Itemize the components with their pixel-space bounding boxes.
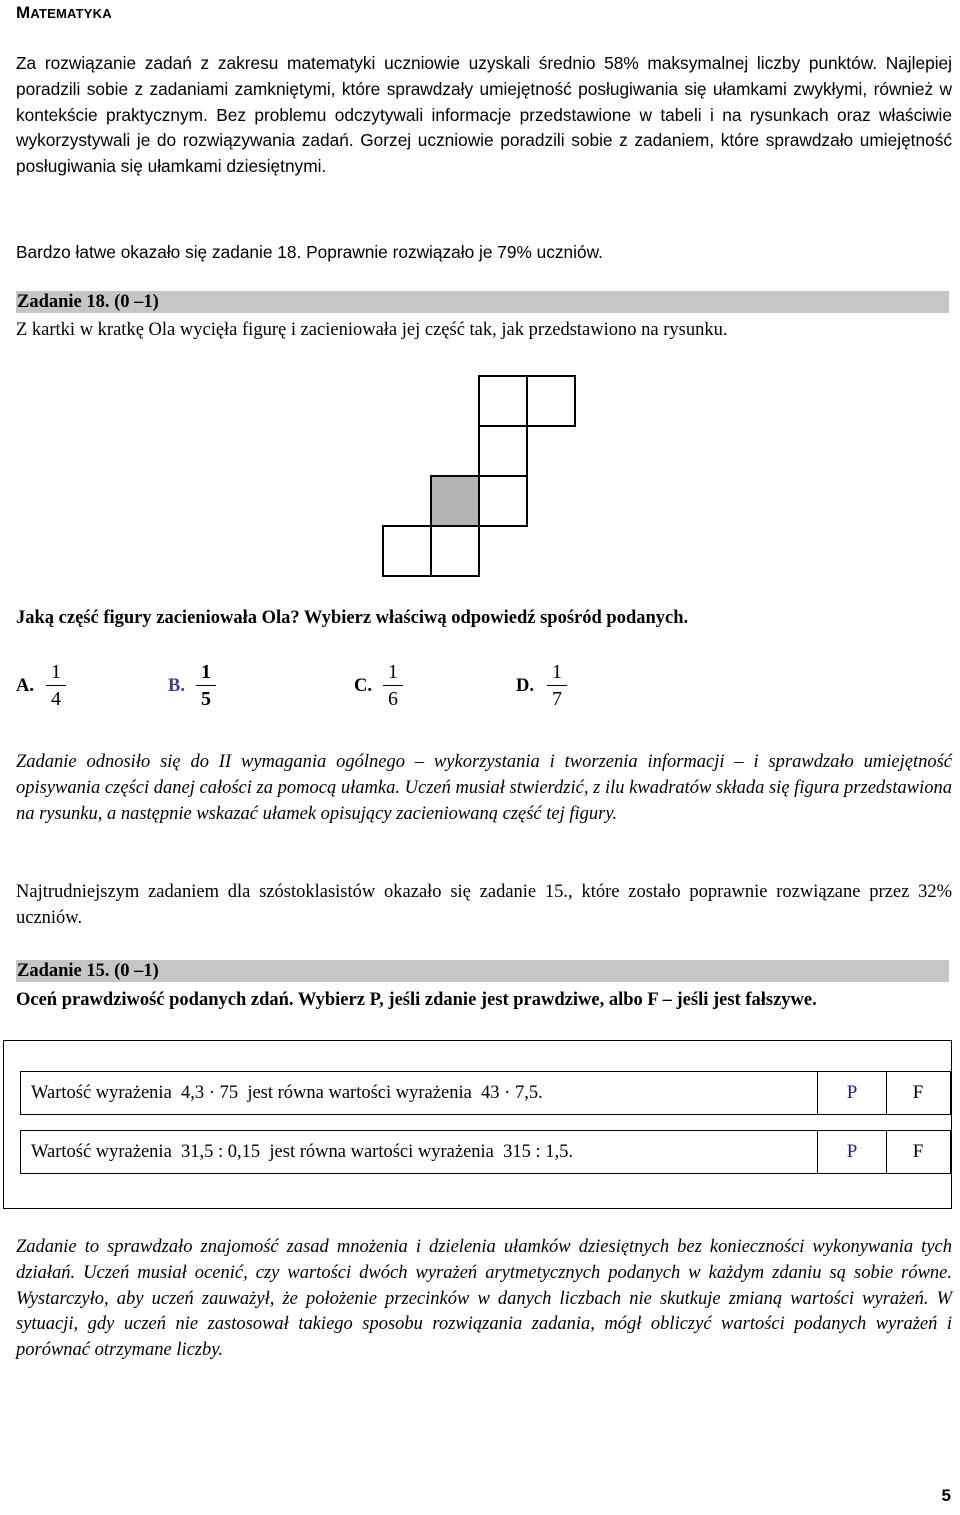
tf-row bbox=[20, 1071, 951, 1115]
task18-question: Jaką część figury zacieniowała Ola? Wybierz właściwą odpowiedź spośród podanych. bbox=[16, 608, 689, 628]
hard-task-note: Najtrudniejszym zadaniem dla szóstoklasistów okazało się zadanie 15., które zostało poprawnie rozwiązane przez 32% uczniów. bbox=[16, 882, 952, 928]
option-d[interactable] bbox=[516, 676, 534, 697]
grid-square bbox=[383, 526, 431, 576]
tf-option-f[interactable]: F bbox=[912, 1141, 924, 1162]
tf-statement: Wartość wyrażenia 4,3 · 75 jest równa wartości wyrażenia 43 · 7,5. bbox=[31, 1083, 543, 1103]
grid-square bbox=[479, 376, 527, 426]
grid-figure bbox=[382, 375, 578, 600]
tf-statement: Wartość wyrażenia 31,5 : 0,15 jest równa wartości wyrażenia 315 : 1,5. bbox=[31, 1142, 574, 1162]
option-c-fraction bbox=[383, 659, 403, 712]
grid-square bbox=[527, 376, 575, 426]
option-b-numerator: 1 bbox=[201, 661, 211, 683]
option-a-fraction bbox=[46, 659, 66, 712]
option-d-fraction bbox=[547, 659, 567, 712]
easy-task-note: Bardzo łatwe okazało się zadanie 18. Poprawnie rozwiązało je 79% uczniów. bbox=[16, 242, 603, 262]
option-b[interactable] bbox=[168, 676, 185, 697]
option-a-letter: A. bbox=[16, 676, 34, 696]
option-c-denominator: 6 bbox=[388, 688, 398, 710]
task15-instruction: Oceń prawdziwość podanych zdań. Wybierz P, jeśli zdanie jest prawdziwe, albo F – jeśli jest fałszywe. bbox=[16, 990, 817, 1010]
option-b-letter: B. bbox=[168, 676, 185, 696]
true-false-frame bbox=[3, 1040, 952, 1209]
option-b-denominator: 5 bbox=[201, 688, 211, 710]
option-d-letter: D. bbox=[516, 676, 534, 696]
option-d-numerator: 1 bbox=[552, 661, 562, 683]
section-title-first: M bbox=[16, 3, 31, 22]
option-d-denominator: 7 bbox=[552, 688, 562, 710]
option-b-fraction bbox=[196, 659, 216, 712]
tf-option-p[interactable]: P bbox=[817, 1131, 887, 1173]
task18-header: Zadanie 18. (0 –1) bbox=[16, 291, 949, 313]
intro-paragraph: Za rozwiązanie zadań z zakresu matematyki uczniowie uzyskali średnio 58% maksymalnej liczby punktów. Najlepiej poradzili sobie z zadaniami zamkniętymi, które sprawdzały umiejętność posługiwania się ułamkami zwykłymi, również w kontekście praktycznym. Bez problemu odczytywali informacje przedstawione w tabeli i na rysunkach oraz właściwie wykorzystywali je do rozwiązywania zadań. Gorzej uczniowie poradzili sobie z zadaniem, które sprawdzało umiejętność posługiwania się ułamkami dziesiętnymi. bbox=[16, 53, 952, 177]
option-c-numerator: 1 bbox=[388, 661, 398, 683]
page-number: 5 bbox=[941, 1486, 951, 1505]
option-c[interactable] bbox=[354, 676, 372, 697]
task15-header: Zadanie 15. (0 –1) bbox=[16, 960, 949, 982]
section-title-rest: ATEMATYKA bbox=[30, 6, 112, 21]
tf-option-f[interactable]: F bbox=[912, 1082, 924, 1103]
task15-commentary: Zadanie to sprawdzało znajomość zasad mnożenia i dzielenia ułamków dziesiętnych bez konieczności wykonywania tych działań. Uczeń musiał ocenić, czy wartości dwóch wyrażeń arytmetycznych podanych w każdym zdaniu są sobie równe. Wystarczyło, aby uczeń zauważył, że położenie przecinków w danych liczbach nie skutkuje zmianą wartości wyrażeń. W sytuacji, gdy uczeń nie zastosował takiego sposobu rozwiązania zadania, mógł obliczyć wartości podanych wyrażeń i porównać otrzymane liczby. bbox=[16, 1237, 952, 1361]
section-title bbox=[16, 3, 112, 23]
grid-square bbox=[479, 426, 527, 476]
task18-statement: Z kartki w kratkę Ola wycięła figurę i zacieniowała jej część tak, jak przedstawiono na rysunku. bbox=[16, 320, 728, 340]
task18-commentary: Zadanie odnosiło się do II wymagania ogólnego – wykorzystania i tworzenia informacji – i sprawdzało umiejętność opisywania części danej całości za pomocą ułamka. Uczeń musiał stwierdzić, z ilu kwadratów składa się figura przedstawiona na rysunku, a następnie wskazać ułamek opisujący zacieniowaną część tej figury. bbox=[16, 752, 952, 824]
tf-row bbox=[20, 1130, 951, 1174]
tf-option-p[interactable]: P bbox=[817, 1072, 887, 1114]
option-a-numerator: 1 bbox=[51, 661, 61, 683]
option-c-letter: C. bbox=[354, 676, 372, 696]
shaded-square bbox=[431, 476, 479, 526]
option-a[interactable] bbox=[16, 676, 34, 697]
grid-square bbox=[479, 476, 527, 526]
grid-square bbox=[431, 526, 479, 576]
option-a-denominator: 4 bbox=[51, 688, 61, 710]
